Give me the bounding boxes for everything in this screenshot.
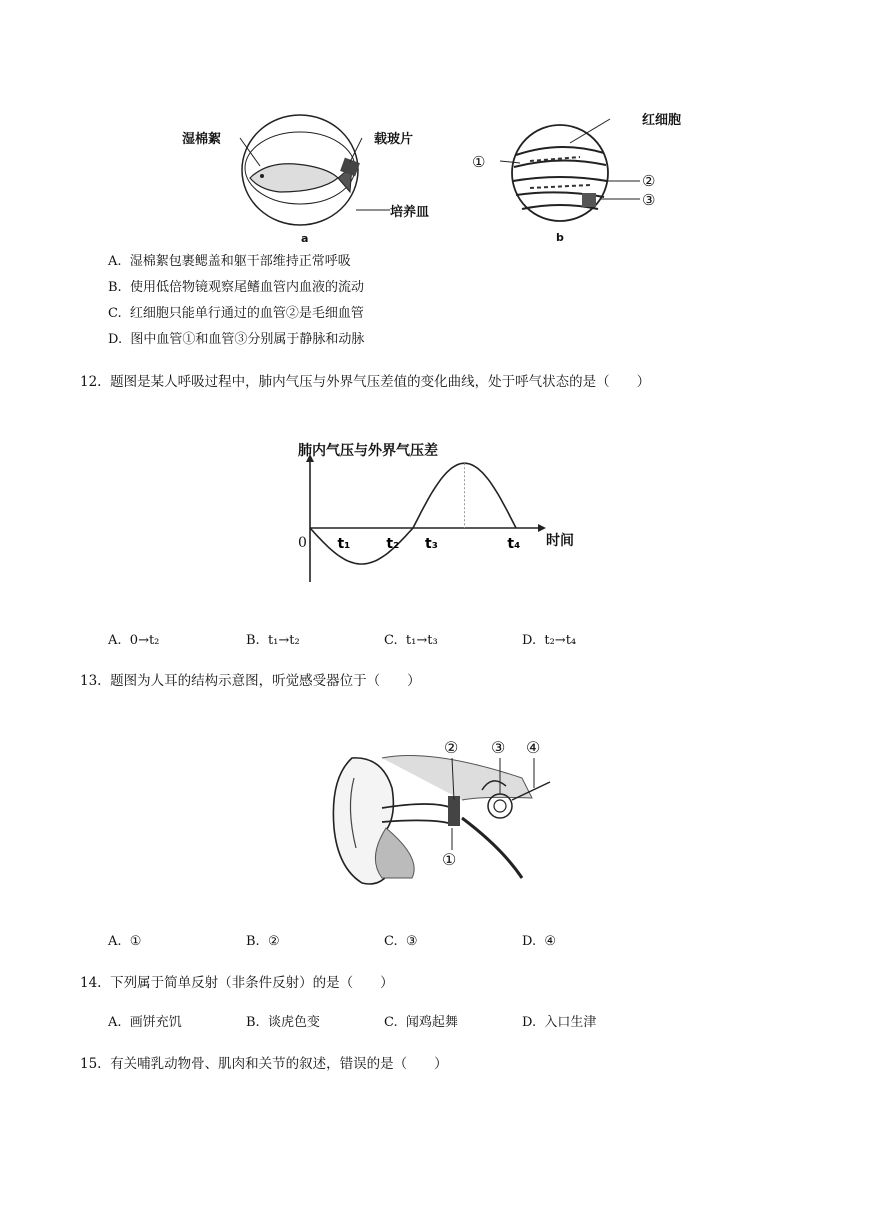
origin-label: 0: [298, 535, 307, 551]
q13-option-a: A. ①: [108, 934, 142, 949]
q12-chart: [290, 432, 590, 592]
x-tick-label: t₂: [386, 536, 400, 552]
q11-option-d: D. 图中血管①和血管③分别属于静脉和动脉: [108, 332, 365, 347]
marker-b-1: ①: [472, 153, 486, 171]
q12-option-d: D. t₂→t₄: [522, 633, 577, 648]
q11-option-b: B. 使用低倍物镜观察尾鳍血管内血液的流动: [108, 280, 364, 295]
q13-option-b: B. ②: [246, 934, 280, 949]
q13-option-c: C. ③: [384, 934, 418, 949]
q14-option-d: D. 入口生津: [522, 1015, 597, 1030]
q12-option-c: C. t₁→t₃: [384, 633, 438, 648]
x-tick-label: t₄: [507, 536, 521, 552]
q11-option-a: A. 湿棉絮包裹鳃盖和躯干部维持正常呼吸: [108, 254, 351, 269]
ear-marker-3: ③: [491, 738, 506, 757]
x-tick-label: t₁: [337, 536, 351, 552]
q15-stem: 15. 有关哺乳动物骨、肌肉和关节的叙述，错误的是（ ）: [80, 1056, 448, 1072]
q12-option-a: A. 0→t₂: [108, 633, 160, 648]
q13-option-d: D. ④: [522, 934, 557, 949]
ear-drawing: [322, 738, 552, 898]
q14-option-a: A. 画饼充饥: [108, 1015, 182, 1030]
figure-a: [180, 100, 440, 250]
label-rbc: 红细胞: [642, 113, 682, 128]
ear-figure: [322, 738, 552, 898]
ear-marker-1: ①: [442, 850, 457, 869]
q14-option-c: C. 闻鸡起舞: [384, 1015, 458, 1030]
marker-b-3: ③: [642, 191, 656, 209]
x-axis-arrow: [538, 524, 546, 532]
ear-marker-2: ②: [444, 738, 459, 757]
q14-option-b: B. 谈虎色变: [246, 1015, 320, 1030]
caption-b: b: [556, 231, 564, 244]
caption-a: a: [301, 232, 309, 245]
q12-option-b: B. t₁→t₂: [246, 633, 300, 648]
label-cotton: 湿棉絮: [182, 132, 222, 147]
chart-title: 肺内气压与外界气压差: [298, 443, 438, 459]
figure-b: [470, 105, 710, 250]
q13-stem: 13. 题图为人耳的结构示意图，听觉感受器位于（ ）: [80, 673, 421, 689]
q11-option-c: C. 红细胞只能单行通过的血管②是毛细血管: [108, 306, 364, 321]
q12-stem: 12. 题图是某人呼吸过程中，肺内气压与外界气压差值的变化曲线，处于呼气状态的是（ ）: [80, 374, 651, 390]
ear-marker-4: ④: [526, 738, 541, 757]
label-slide: 载玻片: [374, 132, 414, 147]
label-dish: 培养皿: [390, 205, 430, 220]
figure-a-drawing: [180, 100, 440, 250]
q14-stem: 14. 下列属于简单反射（非条件反射）的是（ ）: [80, 975, 394, 991]
x-axis-label: 时间: [546, 533, 574, 549]
x-tick-label: t₃: [425, 536, 438, 552]
marker-b-2: ②: [642, 172, 656, 190]
